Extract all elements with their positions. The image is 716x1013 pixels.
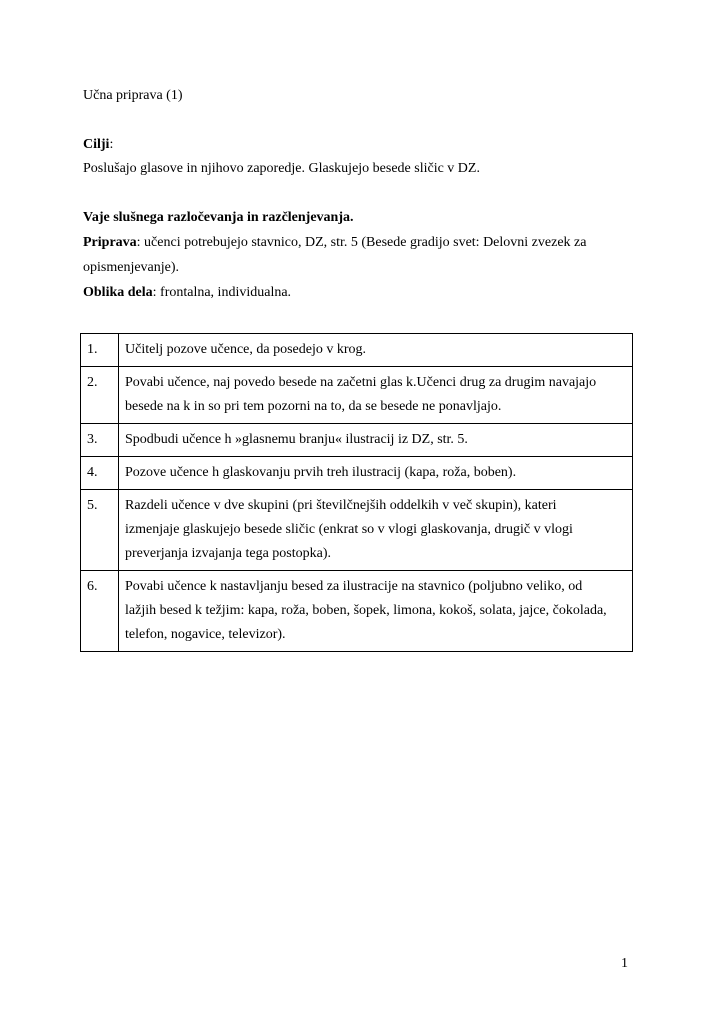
table-row xyxy=(81,424,633,457)
step-number: 2. xyxy=(81,367,119,424)
step-text-line: preverjanja izvajanja tega postopka). xyxy=(125,546,332,561)
table-row xyxy=(81,457,633,490)
work-form-line xyxy=(83,285,291,301)
goals-label: Cilji xyxy=(83,137,110,152)
step-text xyxy=(119,457,633,490)
document-title: Učna priprava (1) xyxy=(83,88,183,103)
step-number: 6. xyxy=(81,571,119,652)
preparation-text-continued: opismenjevanje). xyxy=(83,260,180,275)
step-text-line: Povabi učence, naj povedo besede na začetni glas k.Učenci drug za drugim navajajo xyxy=(125,375,597,390)
step-text-line: Spodbudi učence h »glasnemu branju« ilustracij iz DZ, str. 5. xyxy=(125,432,468,447)
step-text-line: Razdeli učence v dve skupini (pri številčnejših oddelkih v več skupin), kateri xyxy=(125,498,557,513)
steps-table xyxy=(80,333,633,652)
work-form-text: : frontalna, individualna. xyxy=(152,285,292,300)
goals-heading xyxy=(83,137,113,153)
step-text xyxy=(119,334,633,367)
step-number: 5. xyxy=(81,490,119,571)
step-text-line: telefon, nogavice, televizor). xyxy=(125,627,286,642)
table-row xyxy=(81,571,633,652)
preparation-line xyxy=(83,235,586,251)
table-row xyxy=(81,490,633,571)
goals-text: Poslušajo glasove in njihovo zaporedje. Glaskujejo besede sličic v DZ. xyxy=(83,161,480,176)
step-number: 3. xyxy=(81,424,119,457)
step-text-line: lažjih besed k težjim: kapa, roža, boben, šopek, limona, kokoš, solata, jajce, čokolada, xyxy=(125,603,607,618)
steps-table-body xyxy=(81,334,633,652)
step-text-line: Učitelj pozove učence, da posedejo v krog. xyxy=(125,342,367,357)
work-form-label: Oblika dela xyxy=(83,285,153,300)
section-heading: Vaje slušnega razločevanja in razčlenjevanja. xyxy=(83,210,354,225)
step-text xyxy=(119,424,633,457)
goals-colon: : xyxy=(109,137,114,152)
table-row xyxy=(81,367,633,424)
step-number: 1. xyxy=(81,334,119,367)
step-text xyxy=(119,490,633,571)
step-text xyxy=(119,571,633,652)
step-text-line: izmenjaje glaskujejo besede sličic (enkrat so v vlogi glaskovanja, drugič v vlogi xyxy=(125,522,573,537)
step-number: 4. xyxy=(81,457,119,490)
page-number: 1 xyxy=(621,956,628,971)
preparation-text: : učenci potrebujejo stavnico, DZ, str. 5 (Besede gradijo svet: Delovni zvezek za xyxy=(136,235,587,250)
step-text-line: Pozove učence h glaskovanju prvih treh ilustracij (kapa, roža, boben). xyxy=(125,465,517,480)
step-text-line: besede na k in so pri tem pozorni na to, da se besede ne ponavljajo. xyxy=(125,399,502,414)
step-text xyxy=(119,367,633,424)
preparation-label: Priprava xyxy=(83,235,137,250)
table-row xyxy=(81,334,633,367)
step-text-line: Povabi učence k nastavljanju besed za ilustracije na stavnico (poljubno veliko, od xyxy=(125,579,583,594)
